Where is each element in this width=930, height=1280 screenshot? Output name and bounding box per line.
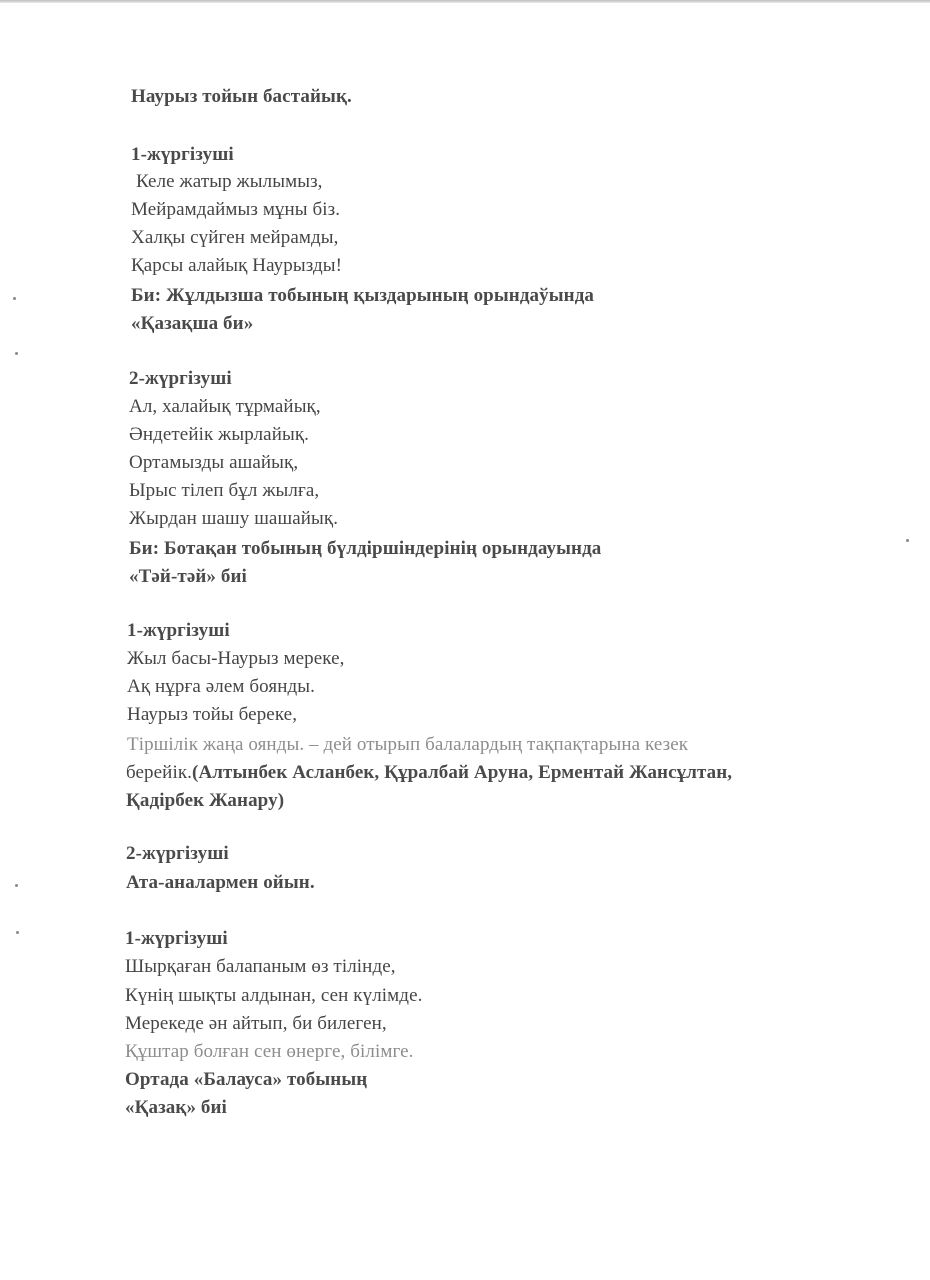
verse-line: Тіршілік жаңа оянды. – дей отырып балалардың тақпақтарына кезек	[127, 734, 689, 755]
host-heading: 1-жүргізуші	[131, 144, 234, 165]
scan-top-edge	[0, 0, 930, 3]
verse-line: Ал, халайық тұрмайық,	[129, 396, 321, 417]
scan-speck	[16, 931, 19, 934]
verse-line: Жыл басы-Наурыз мереке,	[127, 648, 345, 669]
verse-line: Шырқаған балапаным өз тілінде,	[125, 956, 396, 977]
verse-line: Халқы сүйген мейрамды,	[131, 227, 339, 248]
dance-announcement: Би: Ботақан тобының бүлдіршіндерінің орындауында	[129, 538, 602, 559]
page-title: Наурыз тойын бастайық.	[131, 86, 352, 107]
recitation-intro: берейік.	[126, 762, 193, 783]
dance-title: «Қазақша би»	[131, 313, 254, 334]
host-heading: 2-жүргізуші	[129, 368, 232, 389]
verse-line: Күнің шықты алдынан, сен күлімде.	[125, 985, 423, 1006]
dance-title: «Қазақ» биі	[125, 1097, 227, 1118]
verse-line: Наурыз тойы береке,	[127, 704, 298, 725]
dance-title: «Тәй-тәй» биі	[129, 566, 247, 587]
scan-speck	[15, 352, 18, 355]
performer-names: Қадірбек Жанару)	[126, 790, 285, 811]
verse-line: Қарсы алайық Наурызды!	[131, 255, 343, 276]
dance-announcement: Би: Жұлдызша тобының қыздарының орындаўында	[131, 285, 595, 306]
dance-announcement: Ортада «Балауса» тобының	[125, 1069, 368, 1090]
verse-line: Мерекеде ән айтып, би билеген,	[125, 1013, 387, 1034]
verse-line: Ырыс тілеп бұл жылға,	[129, 480, 320, 501]
verse-line: Мейрамдаймыз мұны біз.	[131, 199, 341, 220]
scan-speck	[906, 539, 909, 542]
scan-speck	[15, 884, 18, 887]
verse-line: Құштар болған сен өнерге, білімге.	[125, 1041, 414, 1062]
verse-line: Жырдан шашу шашайық.	[129, 508, 339, 529]
host-heading: 1-жүргізуші	[127, 620, 230, 641]
scan-speck	[13, 297, 16, 300]
verse-line: Әндетейік жырлайық.	[129, 424, 310, 445]
host-heading: 1-жүргізуші	[125, 928, 228, 949]
host-heading: 2-жүргізуші	[126, 843, 229, 864]
verse-line: Ақ нұрға әлем боянды.	[127, 676, 315, 697]
performer-names: (Алтынбек Асланбек, Құралбай Аруна, Ерментай Жансұлтан,	[192, 762, 733, 783]
game-announcement: Ата-аналармен ойын.	[126, 872, 315, 893]
verse-line: Ортамызды ашайық,	[129, 452, 299, 473]
recitation-line	[126, 762, 732, 784]
verse-line: Келе жатыр жылымыз,	[136, 171, 323, 192]
